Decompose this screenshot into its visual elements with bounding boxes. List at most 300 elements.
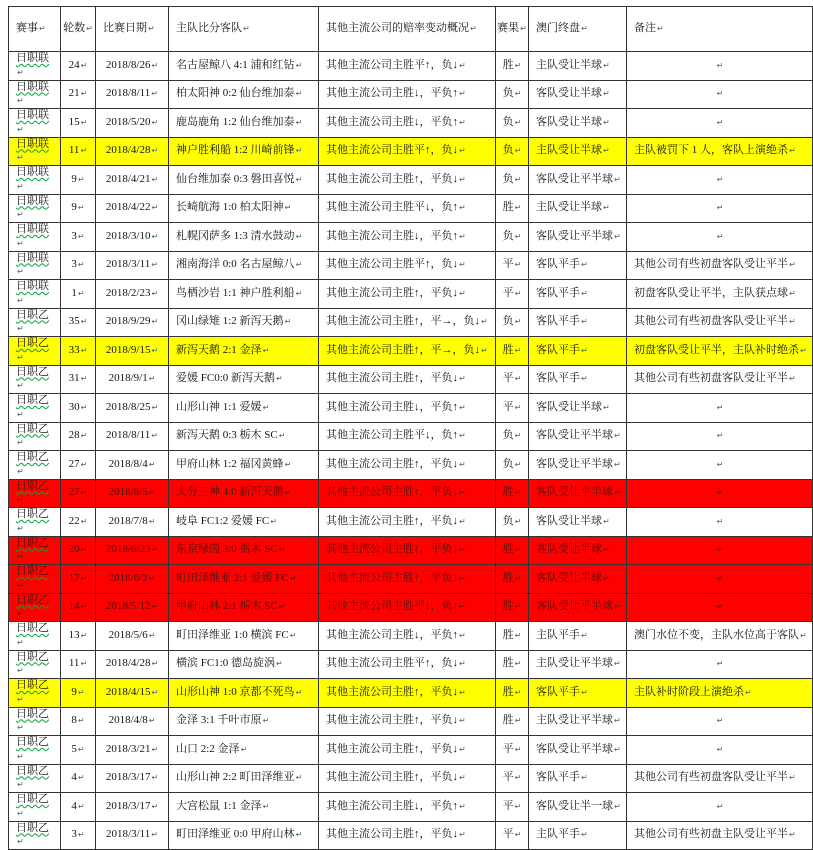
round-cell[interactable] (61, 394, 96, 423)
result-cell[interactable] (496, 650, 529, 679)
round-value: 14 (68, 600, 80, 613)
match-cell[interactable] (169, 80, 319, 109)
macau-odds-cell[interactable] (529, 821, 627, 850)
round-cell[interactable] (61, 365, 96, 394)
league-cell[interactable] (9, 821, 61, 850)
cell-end-mark: ↵ (520, 24, 527, 34)
macau-odds-cell[interactable] (529, 622, 627, 651)
match-cell[interactable] (169, 821, 319, 850)
match-cell[interactable] (169, 109, 319, 138)
result-cell[interactable] (496, 166, 529, 195)
cell-end-mark: ↵ (603, 60, 610, 70)
date-cell[interactable] (96, 479, 169, 508)
note-cell[interactable] (627, 451, 813, 480)
note-text: 其他公司有些初盘客队受让平半 (634, 258, 788, 271)
date-value: 2018/4/15 (105, 685, 151, 698)
date-cell[interactable] (96, 622, 169, 651)
macau-odds-cell[interactable] (529, 422, 627, 451)
note-cell[interactable] (627, 251, 813, 280)
match-cell[interactable] (169, 223, 319, 252)
result-cell[interactable] (496, 764, 529, 793)
macau-odds-cell[interactable] (529, 536, 627, 565)
cell-end-mark: ↵ (284, 459, 292, 469)
cell-end-mark: ↵ (284, 488, 292, 498)
round-cell[interactable] (61, 707, 96, 736)
odds-trend-cell[interactable] (319, 679, 496, 708)
result-cell[interactable] (496, 422, 529, 451)
date-cell[interactable] (96, 251, 169, 280)
date-cell[interactable] (96, 137, 169, 166)
round-cell[interactable] (61, 821, 96, 850)
date-cell[interactable] (96, 821, 169, 850)
round-cell[interactable] (61, 52, 96, 81)
odds-trend-cell[interactable] (319, 109, 496, 138)
odds-trend-cell[interactable] (319, 308, 496, 337)
note-cell[interactable] (627, 308, 813, 337)
match-cell[interactable] (169, 365, 319, 394)
result-cell[interactable] (496, 109, 529, 138)
macau-odds-cell[interactable] (529, 80, 627, 109)
macau-odds-cell[interactable] (529, 251, 627, 280)
round-cell[interactable] (61, 679, 96, 708)
result-cell[interactable] (496, 679, 529, 708)
note-cell[interactable] (627, 650, 813, 679)
round-value: 1 (71, 286, 77, 299)
note-cell[interactable] (627, 109, 813, 138)
round-cell[interactable] (61, 764, 96, 793)
macau-odds-text: 主队受让半球 (536, 144, 602, 157)
odds-trend-cell[interactable] (319, 80, 496, 109)
round-cell[interactable] (61, 508, 96, 537)
result-cell[interactable] (496, 137, 529, 166)
header-match-label: 主队比分客队 (176, 22, 242, 35)
match-cell[interactable] (169, 593, 319, 622)
macau-odds-cell[interactable] (529, 764, 627, 793)
cell-end-mark: ↵ (459, 830, 466, 840)
league-cell[interactable] (9, 707, 61, 736)
result-cell[interactable] (496, 565, 529, 594)
cell-end-mark: ↵ (614, 744, 621, 754)
macau-odds-cell[interactable] (529, 337, 627, 366)
league-cell[interactable] (9, 793, 61, 822)
date-cell[interactable] (96, 166, 169, 195)
macau-odds-cell[interactable] (529, 394, 627, 423)
round-cell[interactable] (61, 451, 96, 480)
match-cell[interactable] (169, 707, 319, 736)
round-cell[interactable] (61, 194, 96, 223)
date-cell[interactable] (96, 223, 169, 252)
round-cell[interactable] (61, 536, 96, 565)
odds-trend-cell[interactable] (319, 337, 496, 366)
match-score-text: 甲府山林 1:2 福冈黄蜂 (176, 457, 284, 470)
date-cell[interactable] (96, 536, 169, 565)
odds-trend-cell[interactable] (319, 251, 496, 280)
note-cell[interactable] (627, 536, 813, 565)
league-cell[interactable] (9, 137, 61, 166)
match-score-text: 湘南海洋 0:0 名古屋鲸八 (176, 258, 295, 271)
header-note[interactable] (627, 7, 813, 52)
date-cell[interactable] (96, 707, 169, 736)
note-cell[interactable] (627, 422, 813, 451)
league-cell[interactable] (9, 508, 61, 537)
result-cell[interactable] (496, 308, 529, 337)
macau-odds-cell[interactable] (529, 365, 627, 394)
date-cell[interactable] (96, 422, 169, 451)
round-cell[interactable] (61, 622, 96, 651)
match-cell[interactable] (169, 166, 319, 195)
match-cell[interactable] (169, 394, 319, 423)
header-match[interactable] (169, 7, 319, 52)
cell-end-mark: ↵ (80, 459, 88, 469)
odds-trend-cell[interactable] (319, 707, 496, 736)
result-cell[interactable] (496, 479, 529, 508)
round-cell[interactable] (61, 565, 96, 594)
match-cell[interactable] (169, 308, 319, 337)
cell-end-mark: ↵ (17, 580, 24, 590)
cell-end-mark: ↵ (17, 808, 24, 818)
result-value: 负 (502, 514, 514, 527)
league-cell[interactable] (9, 52, 61, 81)
round-cell[interactable] (61, 137, 96, 166)
result-value: 胜 (502, 628, 514, 641)
cell-end-mark: ↵ (459, 402, 466, 412)
cell-end-mark: ↵ (459, 231, 466, 241)
result-cell[interactable] (496, 52, 529, 81)
note-cell[interactable] (627, 679, 813, 708)
match-cell[interactable] (169, 137, 319, 166)
league-cell[interactable] (9, 109, 61, 138)
date-cell[interactable] (96, 679, 169, 708)
odds-trend-cell[interactable] (319, 793, 496, 822)
odds-trend-cell[interactable] (319, 394, 496, 423)
match-score-text: 东京绿茵 3:0 栃木 SC (176, 543, 278, 556)
date-value: 2018/8/11 (106, 87, 151, 100)
date-cell[interactable] (96, 565, 169, 594)
league-cell[interactable] (9, 565, 61, 594)
odds-trend-cell[interactable] (319, 622, 496, 651)
round-cell[interactable] (61, 793, 96, 822)
round-cell[interactable] (61, 251, 96, 280)
note-cell[interactable] (627, 593, 813, 622)
cell-end-mark: ↵ (151, 288, 159, 298)
date-cell[interactable] (96, 280, 169, 309)
date-cell[interactable] (96, 650, 169, 679)
note-cell[interactable] (627, 166, 813, 195)
match-cell[interactable] (169, 251, 319, 280)
round-cell[interactable] (61, 650, 96, 679)
odds-trend-text: 其他主流公司主胜↑，平负↓ (326, 372, 458, 385)
cell-end-mark: ↵ (581, 630, 588, 640)
match-cell[interactable] (169, 793, 319, 822)
match-score-text: 名古屋鲸八 4:1 浦和红钻 (176, 58, 295, 71)
round-cell[interactable] (61, 109, 96, 138)
match-cell[interactable] (169, 52, 319, 81)
match-cell[interactable] (169, 479, 319, 508)
cell-end-mark: ↵ (514, 146, 522, 156)
header-macau-final[interactable] (529, 7, 627, 52)
date-cell[interactable] (96, 451, 169, 480)
round-value: 13 (68, 628, 80, 641)
note-cell[interactable] (627, 280, 813, 309)
result-cell[interactable] (496, 593, 529, 622)
note-cell[interactable] (627, 793, 813, 822)
round-cell[interactable] (61, 337, 96, 366)
macau-odds-cell[interactable] (529, 280, 627, 309)
macau-odds-cell[interactable] (529, 508, 627, 537)
result-cell[interactable] (496, 508, 529, 537)
result-cell[interactable] (496, 251, 529, 280)
result-cell[interactable] (496, 194, 529, 223)
cell-end-mark: ↵ (603, 117, 610, 127)
table-row (9, 280, 813, 309)
cell-end-mark: ↵ (17, 295, 24, 305)
league-cell[interactable] (9, 764, 61, 793)
macau-odds-text: 客队受让半球 (536, 514, 602, 527)
macau-odds-text: 客队受让平半球 (536, 457, 613, 470)
league-cell[interactable] (9, 80, 61, 109)
result-cell[interactable] (496, 622, 529, 651)
macau-odds-cell[interactable] (529, 679, 627, 708)
note-cell[interactable] (627, 821, 813, 850)
note-cell[interactable] (627, 707, 813, 736)
round-value: 28 (68, 429, 80, 442)
match-cell[interactable] (169, 622, 319, 651)
note-cell[interactable] (627, 622, 813, 651)
round-cell[interactable] (61, 223, 96, 252)
league-cell[interactable] (9, 536, 61, 565)
date-value: 2018/6/2 (108, 571, 148, 584)
round-cell[interactable] (61, 166, 96, 195)
note-cell[interactable] (627, 479, 813, 508)
league-cell[interactable] (9, 166, 61, 195)
league-cell[interactable] (9, 394, 61, 423)
cell-end-mark: ↵ (514, 744, 522, 754)
cell-end-mark: ↵ (17, 352, 24, 362)
cell-end-mark: ↵ (459, 773, 466, 783)
macau-odds-cell[interactable] (529, 308, 627, 337)
odds-trend-cell[interactable] (319, 52, 496, 81)
round-cell[interactable] (61, 593, 96, 622)
note-cell[interactable] (627, 52, 813, 81)
cell-end-mark: ↵ (148, 516, 156, 526)
macau-odds-cell[interactable] (529, 565, 627, 594)
cell-end-mark: ↵ (262, 801, 270, 811)
cell-end-mark: ↵ (17, 637, 24, 647)
cell-end-mark: ↵ (789, 260, 796, 270)
macau-odds-cell[interactable] (529, 109, 627, 138)
macau-odds-text: 客队受让半球 (536, 115, 602, 128)
note-cell[interactable] (627, 337, 813, 366)
macau-odds-cell[interactable] (529, 451, 627, 480)
match-cell[interactable] (169, 650, 319, 679)
date-cell[interactable] (96, 508, 169, 537)
match-cell[interactable] (169, 508, 319, 537)
result-cell[interactable] (496, 223, 529, 252)
odds-trend-cell[interactable] (319, 821, 496, 850)
header-date[interactable] (96, 7, 169, 52)
odds-trend-cell[interactable] (319, 451, 496, 480)
date-cell[interactable] (96, 80, 169, 109)
match-cell[interactable] (169, 764, 319, 793)
note-cell[interactable] (627, 764, 813, 793)
note-cell[interactable] (627, 508, 813, 537)
league-label: 日职乙 (16, 650, 49, 663)
date-cell[interactable] (96, 365, 169, 394)
header-odds-trend[interactable] (319, 7, 496, 52)
cell-end-mark: ↵ (716, 516, 724, 526)
note-cell[interactable] (627, 365, 813, 394)
league-cell[interactable] (9, 479, 61, 508)
macau-odds-text: 主队平手 (536, 828, 580, 841)
date-cell[interactable] (96, 793, 169, 822)
date-cell[interactable] (96, 337, 169, 366)
cell-end-mark: ↵ (514, 516, 522, 526)
note-cell[interactable] (627, 194, 813, 223)
date-cell[interactable] (96, 394, 169, 423)
odds-trend-cell[interactable] (319, 137, 496, 166)
odds-trend-cell[interactable] (319, 650, 496, 679)
league-label: 日职乙 (16, 508, 49, 520)
macau-odds-cell[interactable] (529, 479, 627, 508)
macau-odds-cell[interactable] (529, 194, 627, 223)
cell-end-mark: ↵ (514, 716, 522, 726)
result-cell[interactable] (496, 793, 529, 822)
round-cell[interactable] (61, 422, 96, 451)
odds-trend-text: 其他主流公司主胜↓，平负↑ (326, 229, 458, 242)
cell-end-mark: ↵ (459, 203, 466, 213)
result-cell[interactable] (496, 394, 529, 423)
round-cell[interactable] (61, 479, 96, 508)
odds-trend-cell[interactable] (319, 422, 496, 451)
round-value: 4 (71, 799, 77, 812)
cell-end-mark: ↵ (581, 687, 588, 697)
cell-end-mark: ↵ (151, 744, 159, 754)
date-cell[interactable] (96, 52, 169, 81)
macau-odds-cell[interactable] (529, 650, 627, 679)
date-cell[interactable] (96, 194, 169, 223)
odds-trend-cell[interactable] (319, 565, 496, 594)
odds-trend-cell[interactable] (319, 508, 496, 537)
league-cell[interactable] (9, 308, 61, 337)
note-cell[interactable] (627, 223, 813, 252)
round-value: 31 (68, 372, 80, 385)
cell-end-mark: ↵ (603, 516, 610, 526)
round-cell[interactable] (61, 308, 96, 337)
round-value: 11 (68, 144, 80, 157)
note-cell[interactable] (627, 565, 813, 594)
cell-end-mark: ↵ (77, 203, 85, 213)
odds-trend-cell[interactable] (319, 479, 496, 508)
round-cell[interactable] (61, 280, 96, 309)
note-cell[interactable] (627, 80, 813, 109)
macau-odds-cell[interactable] (529, 52, 627, 81)
macau-odds-cell[interactable] (529, 166, 627, 195)
result-cell[interactable] (496, 707, 529, 736)
date-cell[interactable] (96, 764, 169, 793)
league-cell[interactable] (9, 365, 61, 394)
result-cell[interactable] (496, 451, 529, 480)
macau-odds-cell[interactable] (529, 593, 627, 622)
macau-odds-cell[interactable] (529, 223, 627, 252)
odds-trend-cell[interactable] (319, 280, 496, 309)
league-cell[interactable] (9, 194, 61, 223)
result-cell[interactable] (496, 80, 529, 109)
cell-end-mark: ↵ (581, 24, 588, 34)
match-cell[interactable] (169, 536, 319, 565)
table-row (9, 365, 813, 394)
header-league[interactable] (9, 7, 61, 52)
result-cell[interactable] (496, 821, 529, 850)
league-cell[interactable] (9, 337, 61, 366)
odds-trend-text: 其他主流公司主胜↑，平负↓ (326, 457, 458, 470)
note-cell[interactable] (627, 137, 813, 166)
round-value: 17 (68, 571, 80, 584)
cell-end-mark: ↵ (514, 801, 522, 811)
match-score-text: 仙台维加泰 0:3 磐田喜悦 (176, 172, 295, 185)
result-cell[interactable] (496, 536, 529, 565)
cell-end-mark: ↵ (514, 317, 522, 327)
macau-odds-cell[interactable] (529, 707, 627, 736)
date-cell[interactable] (96, 593, 169, 622)
date-value: 2018/7/8 (108, 514, 148, 527)
result-value: 负 (502, 457, 514, 470)
league-cell[interactable] (9, 679, 61, 708)
match-cell[interactable] (169, 422, 319, 451)
odds-trend-text: 其他主流公司主胜↓，平负↑ (326, 400, 458, 413)
cell-end-mark: ↵ (657, 24, 664, 34)
note-text: 其他公司有些初盘主队受让平半 (634, 828, 788, 841)
result-cell[interactable] (496, 337, 529, 366)
league-cell[interactable] (9, 622, 61, 651)
league-cell[interactable] (9, 280, 61, 309)
match-score-text: 柏太阳神 0:2 仙台维加泰 (176, 87, 295, 100)
match-cell[interactable] (169, 280, 319, 309)
odds-trend-cell[interactable] (319, 764, 496, 793)
note-cell[interactable] (627, 394, 813, 423)
league-cell[interactable] (9, 593, 61, 622)
odds-trend-cell[interactable] (319, 593, 496, 622)
odds-trend-cell[interactable] (319, 365, 496, 394)
date-cell[interactable] (96, 308, 169, 337)
match-cell[interactable] (169, 337, 319, 366)
match-cell[interactable] (169, 194, 319, 223)
header-result[interactable] (496, 7, 529, 52)
result-cell[interactable] (496, 280, 529, 309)
league-cell[interactable] (9, 650, 61, 679)
cell-end-mark: ↵ (77, 716, 85, 726)
header-round[interactable] (61, 7, 96, 52)
result-cell[interactable] (496, 365, 529, 394)
match-cell[interactable] (169, 565, 319, 594)
cell-end-mark: ↵ (481, 345, 488, 355)
league-cell[interactable] (9, 223, 61, 252)
match-cell[interactable] (169, 451, 319, 480)
cell-end-mark: ↵ (295, 117, 303, 127)
date-cell[interactable] (96, 109, 169, 138)
odds-trend-cell[interactable] (319, 194, 496, 223)
odds-trend-cell[interactable] (319, 166, 496, 195)
round-cell[interactable] (61, 80, 96, 109)
odds-trend-cell[interactable] (319, 223, 496, 252)
league-cell[interactable] (9, 251, 61, 280)
macau-odds-cell[interactable] (529, 137, 627, 166)
league-cell[interactable] (9, 422, 61, 451)
league-cell[interactable] (9, 451, 61, 480)
macau-odds-cell[interactable] (529, 793, 627, 822)
cell-end-mark: ↵ (77, 260, 85, 270)
odds-trend-cell[interactable] (319, 536, 496, 565)
match-cell[interactable] (169, 679, 319, 708)
